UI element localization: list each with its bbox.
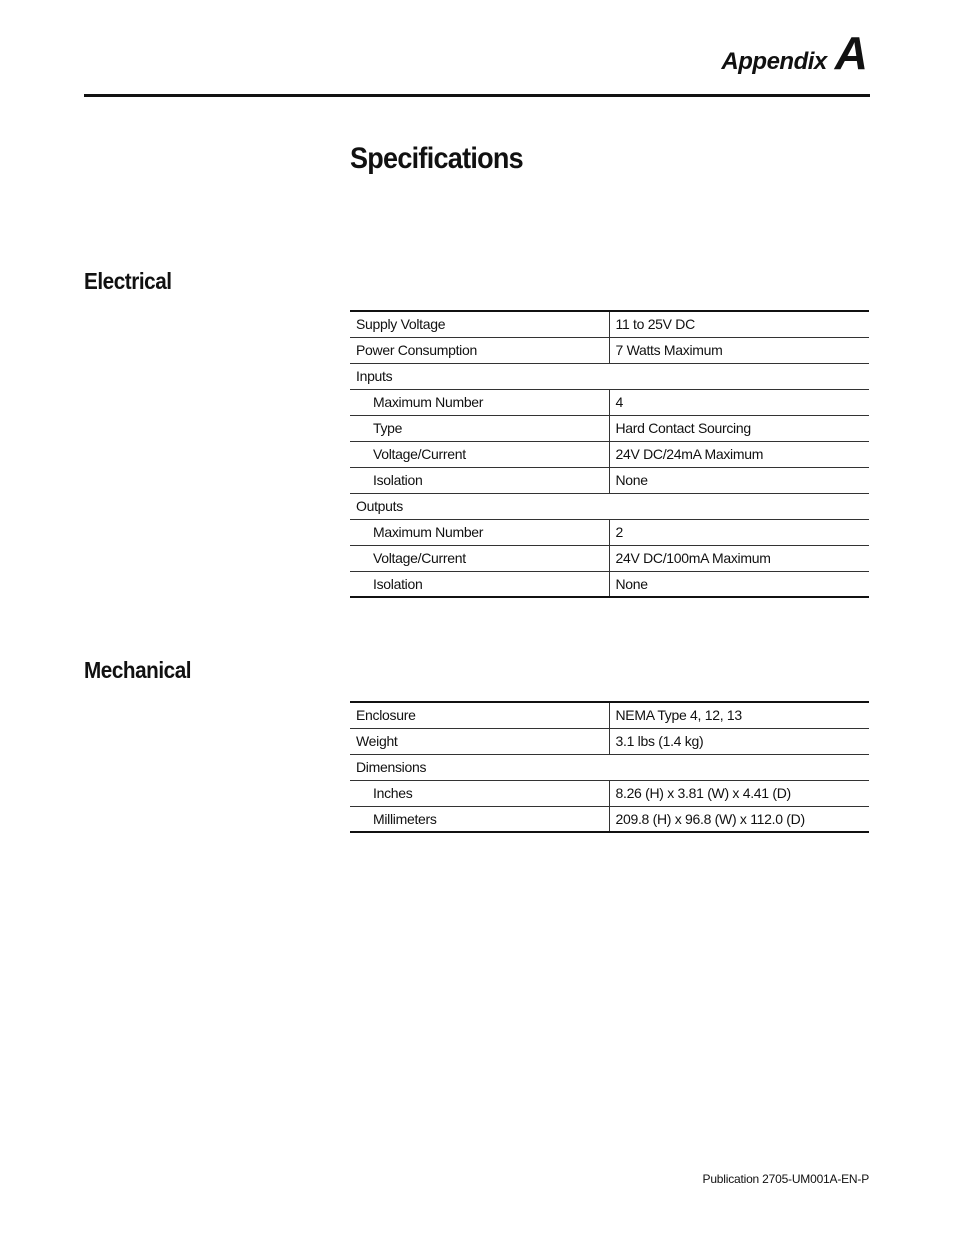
spec-label: Weight <box>350 728 609 754</box>
spec-label: Maximum Number <box>350 389 609 415</box>
spec-label: Power Consumption <box>350 337 609 363</box>
table-row <box>350 337 869 363</box>
spec-value: Hard Contact Sourcing <box>609 415 869 441</box>
table-row <box>350 493 869 519</box>
spec-label: Maximum Number <box>350 519 609 545</box>
table-row <box>350 571 869 597</box>
table-row <box>350 754 869 780</box>
table-row <box>350 728 869 754</box>
spec-label: Voltage/Current <box>350 441 609 467</box>
table-row <box>350 311 869 337</box>
spec-value: 209.8 (H) x 96.8 (W) x 112.0 (D) <box>609 806 869 832</box>
spec-group-label: Dimensions <box>350 754 869 780</box>
spec-value: 7 Watts Maximum <box>609 337 869 363</box>
table-row <box>350 467 869 493</box>
header-rule <box>84 94 870 97</box>
spec-value: None <box>609 571 869 597</box>
mechanical-spec-table <box>350 701 869 833</box>
appendix-letter: A <box>834 27 868 79</box>
table-row <box>350 806 869 832</box>
mechanical-heading: Mechanical <box>84 657 192 683</box>
spec-label: Inches <box>350 780 609 806</box>
spec-value: None <box>609 467 869 493</box>
table-row <box>350 363 869 389</box>
table-row <box>350 415 869 441</box>
publication-footer: Publication 2705-UM001A-EN-P <box>702 1172 869 1186</box>
appendix-word: Appendix <box>721 48 827 75</box>
spec-label: Type <box>350 415 609 441</box>
table-row <box>350 545 869 571</box>
spec-value: 11 to 25V DC <box>609 311 869 337</box>
table-row <box>350 389 869 415</box>
spec-label: Isolation <box>350 571 609 597</box>
spec-value: 2 <box>609 519 869 545</box>
electrical-spec-table <box>350 310 869 598</box>
page-title: Specifications <box>350 142 523 175</box>
spec-value: 24V DC/24mA Maximum <box>609 441 869 467</box>
appendix-header <box>721 27 868 79</box>
spec-group-label: Inputs <box>350 363 869 389</box>
spec-value: NEMA Type 4, 12, 13 <box>609 702 869 728</box>
table-row <box>350 780 869 806</box>
table-row <box>350 441 869 467</box>
table-row <box>350 702 869 728</box>
spec-label: Millimeters <box>350 806 609 832</box>
spec-value: 3.1 lbs (1.4 kg) <box>609 728 869 754</box>
spec-value: 4 <box>609 389 869 415</box>
electrical-heading: Electrical <box>84 268 172 294</box>
spec-value: 8.26 (H) x 3.81 (W) x 4.41 (D) <box>609 780 869 806</box>
spec-label: Supply Voltage <box>350 311 609 337</box>
spec-label: Enclosure <box>350 702 609 728</box>
spec-label: Voltage/Current <box>350 545 609 571</box>
table-row <box>350 519 869 545</box>
spec-group-label: Outputs <box>350 493 869 519</box>
spec-label: Isolation <box>350 467 609 493</box>
spec-value: 24V DC/100mA Maximum <box>609 545 869 571</box>
